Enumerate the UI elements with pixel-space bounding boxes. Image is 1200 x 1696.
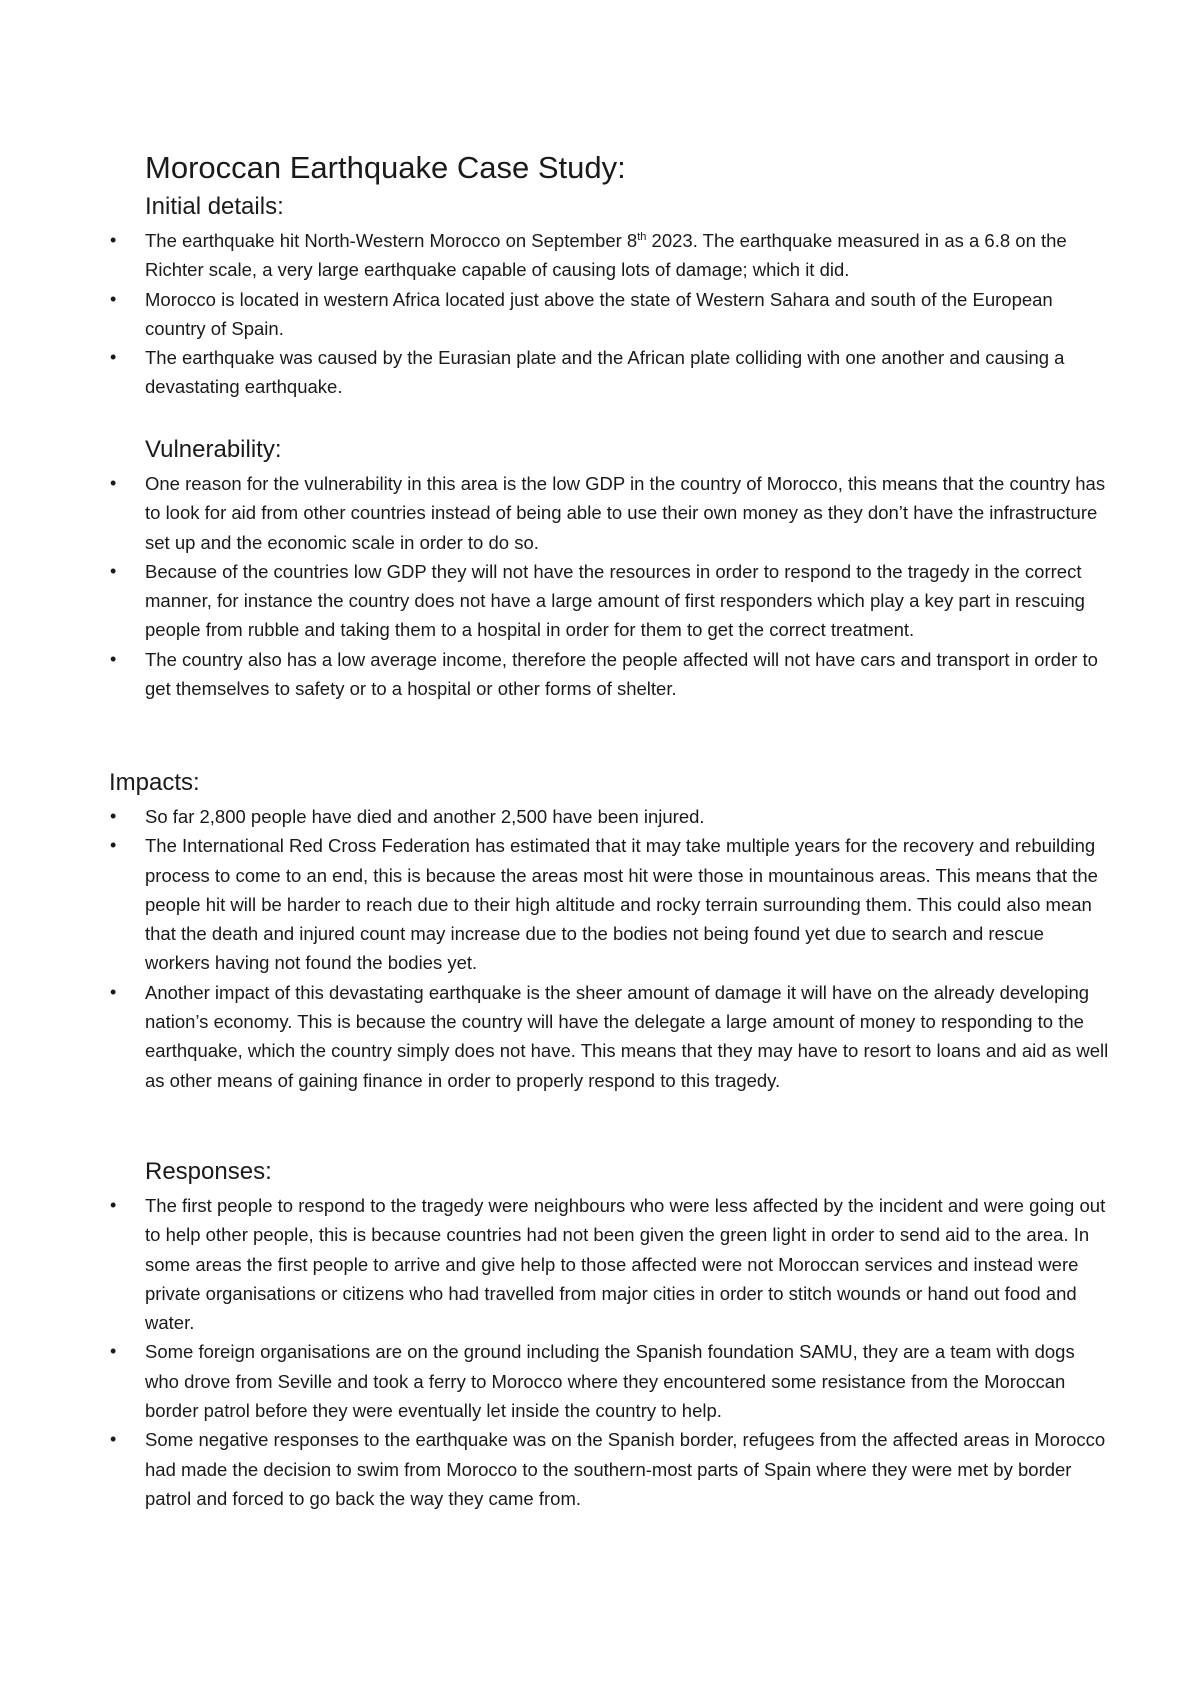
list-item [0,1425,1200,1513]
list-item [0,343,1200,402]
bullet-icon: • [110,835,117,856]
list-item [0,978,1200,1095]
section-heading-impacts: Impacts: [109,769,200,796]
list-item-text-part: 2023. The earthquake measured in as a 6.8 on the Richter scale, a very large earthquake capable of causing lots of damage; which it did. [145,230,1067,281]
bullet-icon: • [110,347,117,368]
bullet-icon: • [110,1429,117,1450]
list-item-text: Because of the countries low GDP they will not have the resources in order to respond to the tragedy in the correct manner, for instance the country does not have a large amount of first responders which play a key part in rescuing people from rubble and taking them to a hospital in order for them to get the correct treatment. [145,560,1085,641]
bullet-icon: • [110,1195,117,1215]
list-item [0,226,1200,285]
list-item [0,469,1200,557]
impacts-list [0,802,1200,1095]
section-heading-responses: Responses: [145,1158,272,1185]
list-item [0,802,1200,831]
bullet-icon: • [110,473,117,493]
section-heading-initial-details: Initial details: [145,193,284,220]
list-item-text: So far 2,800 people have died and another 2,500 have been injured. [145,806,705,827]
bullet-icon: • [110,288,117,309]
bullet-icon: • [110,648,117,669]
list-item [0,285,1200,344]
bullet-icon: • [110,230,117,250]
list-item [0,831,1200,977]
bullet-icon: • [110,560,117,581]
initial-details-list [0,226,1200,402]
list-item [0,645,1200,704]
list-item [0,1191,1200,1337]
list-item [0,1337,1200,1425]
document-title: Moroccan Earthquake Case Study: [145,150,626,185]
responses-list [0,1191,1200,1513]
vulnerability-list [0,469,1200,703]
list-item-text: Morocco is located in western Africa located just above the state of Western Sahara and south of the European country of Spain. [145,288,1053,339]
bullet-icon: • [110,981,117,1002]
list-item-text: The earthquake was caused by the Eurasian plate and the African plate colliding with one another and causing a devastating earthquake. [145,347,1065,398]
list-item-text: Another impact of this devastating earthquake is the sheer amount of damage it will have on the already developing nation’s economy. This is because the country will have the delegate a large amount of money to responding to the earthquake, which the country simply does not have. This means that they may have to resort to loans and aid as well as other means of gaining finance in order to properly respond to this tragedy. [145,981,1109,1091]
list-item-text: Some negative responses to the earthquake was on the Spanish border, refugees from the affected areas in Morocco had made the decision to swim from Morocco to the southern-most parts of Spain where they were met by border patrol and forced to go back the way they came from. [145,1429,1106,1509]
bullet-icon: • [110,1341,117,1362]
list-item-text: One reason for the vulnerability in this area is the low GDP in the country of Morocco, this means that the country has to look for aid from other countries instead of being able to use their own money as they don’t have the infrastructure set up and the economic scale in order to do so. [145,473,1106,553]
list-item-text: The first people to respond to the tragedy were neighbours who were less affected by the incident and were going out to help other people, this is because countries had not been given the green light in order to send aid to the area. In some areas the first people to arrive and give help to those affected were not Moroccan services and instead were private organisations or citizens who had travelled from major cities in order to stitch wounds or hand out food and water. [145,1195,1106,1334]
list-item-text: Some foreign organisations are on the ground including the Spanish foundation SAMU, they are a team with dogs who drove from Seville and took a ferry to Morocco where they encountered some resistance from the Moroccan border patrol before they were eventually let inside the country to help. [145,1341,1075,1422]
bullet-icon: • [110,806,117,826]
list-item-text-part: The earthquake hit North-Western Morocco on September 8 [145,230,638,251]
list-item [0,557,1200,645]
list-item-text: The International Red Cross Federation has estimated that it may take multiple years for the recovery and rebuilding process to come to an end, this is because the areas most hit were those in mountainous areas. This means that the people hit will be harder to reach due to their high altitude and rocky terrain surrounding them. This could also mean that the death and injured count may increase due to the bodies not being found yet due to search and rescue workers having not found the bodies yet. [145,835,1098,974]
list-item-text: The country also has a low average income, therefore the people affected will not have cars and transport in order to get themselves to safety or to a hospital or other forms of shelter. [145,648,1098,700]
ordinal-suffix: th [637,230,647,243]
section-heading-vulnerability: Vulnerability: [145,436,282,463]
